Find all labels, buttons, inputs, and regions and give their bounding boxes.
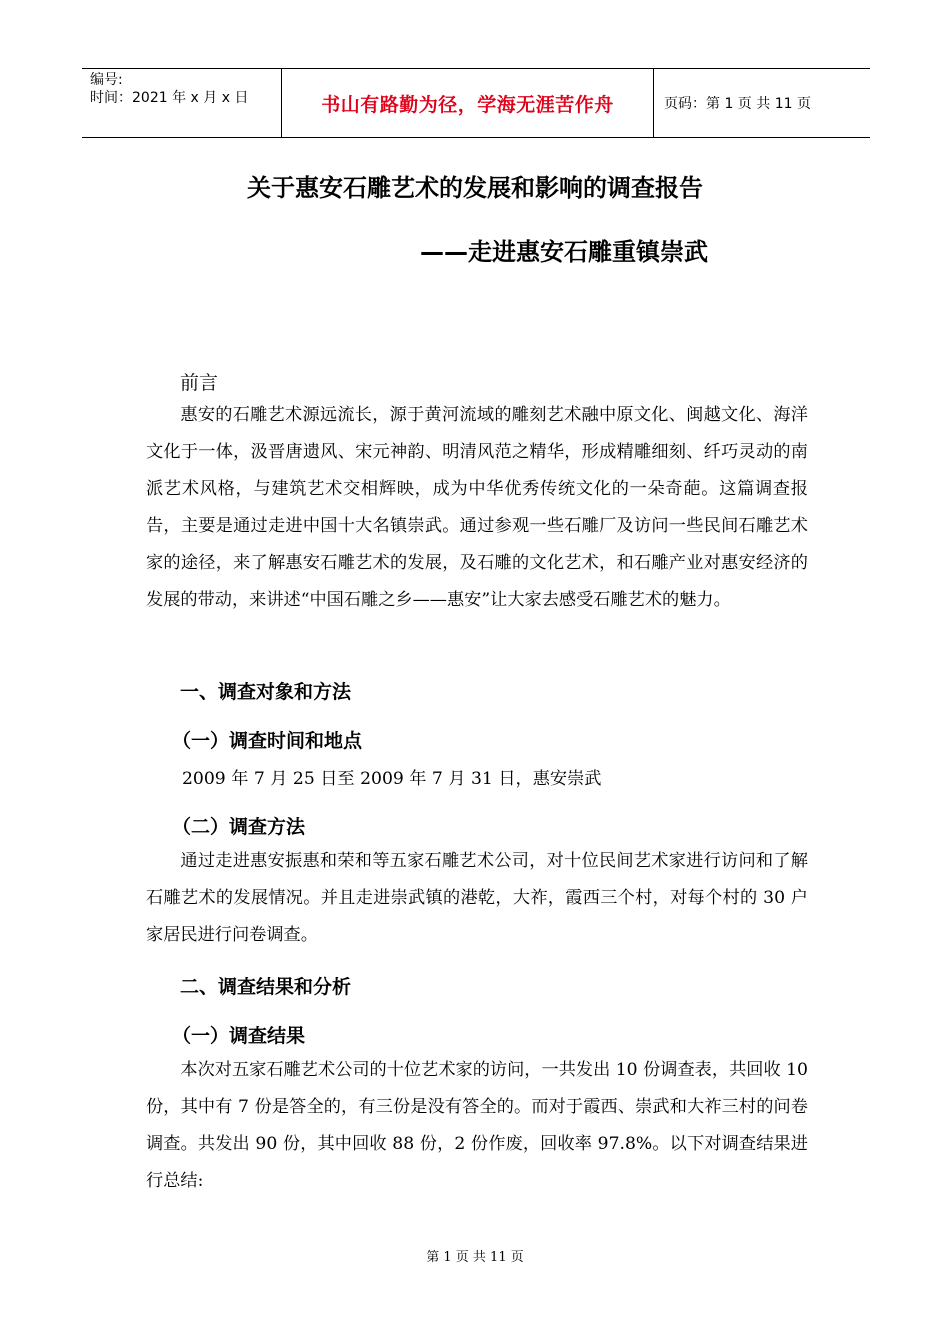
number-label: 编号: [90,72,123,88]
motto: 书山有路勤为径，学海无涯苦作舟 [282,69,654,137]
document-subtitle: ——走进惠安石雕重镇崇武 [420,238,708,266]
section1-sub2-paragraph: 通过走进惠安振惠和荣和等五家石雕艺术公司，对十位民间艺术家进行访问和了解石雕艺术的发展情况。并且走进崇武镇的港乾，大祚，霞西三个村，对每个村的 30 户家居民进行问卷调查。 [146,851,808,945]
section1-heading: 一、调查对象和方法 [180,681,352,703]
header-table [82,68,870,138]
preface-heading: 前言 [180,372,219,394]
preface-paragraph: 惠安的石雕艺术源远流长，源于黄河流域的雕刻艺术融中原文化、闽越文化、海洋文化于一体，汲晋唐遗风、宋元神韵、明清风范之精华，形成精雕细刻、纤巧灵动的南派艺术风格，与建筑艺术交相辉映，成为中华优秀传统文化的一朵奇葩。这篇调查报告，主要是通过走进中国十大名镇崇武。通过参观一些石雕厂及访问一些民间石雕艺术家的途径，来了解惠安石雕艺术的发展，及石雕的文化艺术，和石雕产业对惠安经济的发展的带动，来讲述“中国石雕之乡——惠安”让大家去感受石雕艺术的魅力。 [146,405,808,610]
section1-sub1-heading: （一）调查时间和地点 [172,730,363,752]
section2-heading: 二、调查结果和分析 [180,976,352,998]
time-label: 时间：2021 年 x 月 x 日 [90,90,249,106]
section1-sub1-text: 2009 年 7 月 25 日至 2009 年 7 月 31 日，惠安崇武 [182,769,602,789]
section1-sub2-heading: （二）调查方法 [172,816,306,838]
header-left-cell [82,69,282,137]
document-title: 关于惠安石雕艺术的发展和影响的调查报告 [247,174,703,202]
section2-sub1-heading: （一）调查结果 [172,1025,306,1047]
page-footer: 第 1 页 共 11 页 [426,1250,524,1265]
page-info: 页码：第 1 页 共 11 页 [664,96,811,112]
section2-sub1-paragraph: 本次对五家石雕艺术公司的十位艺术家的访问，一共发出 10 份调查表，共回收 10 份，其中有 7 份是答全的，有三份是没有答全的。而对于霞西、崇武和大祚三村的问卷调查。共发出 90 份，其中回收 88 份，2 份作废，回收率 97.8%。以下对调查结果进行总结: [146,1060,808,1191]
